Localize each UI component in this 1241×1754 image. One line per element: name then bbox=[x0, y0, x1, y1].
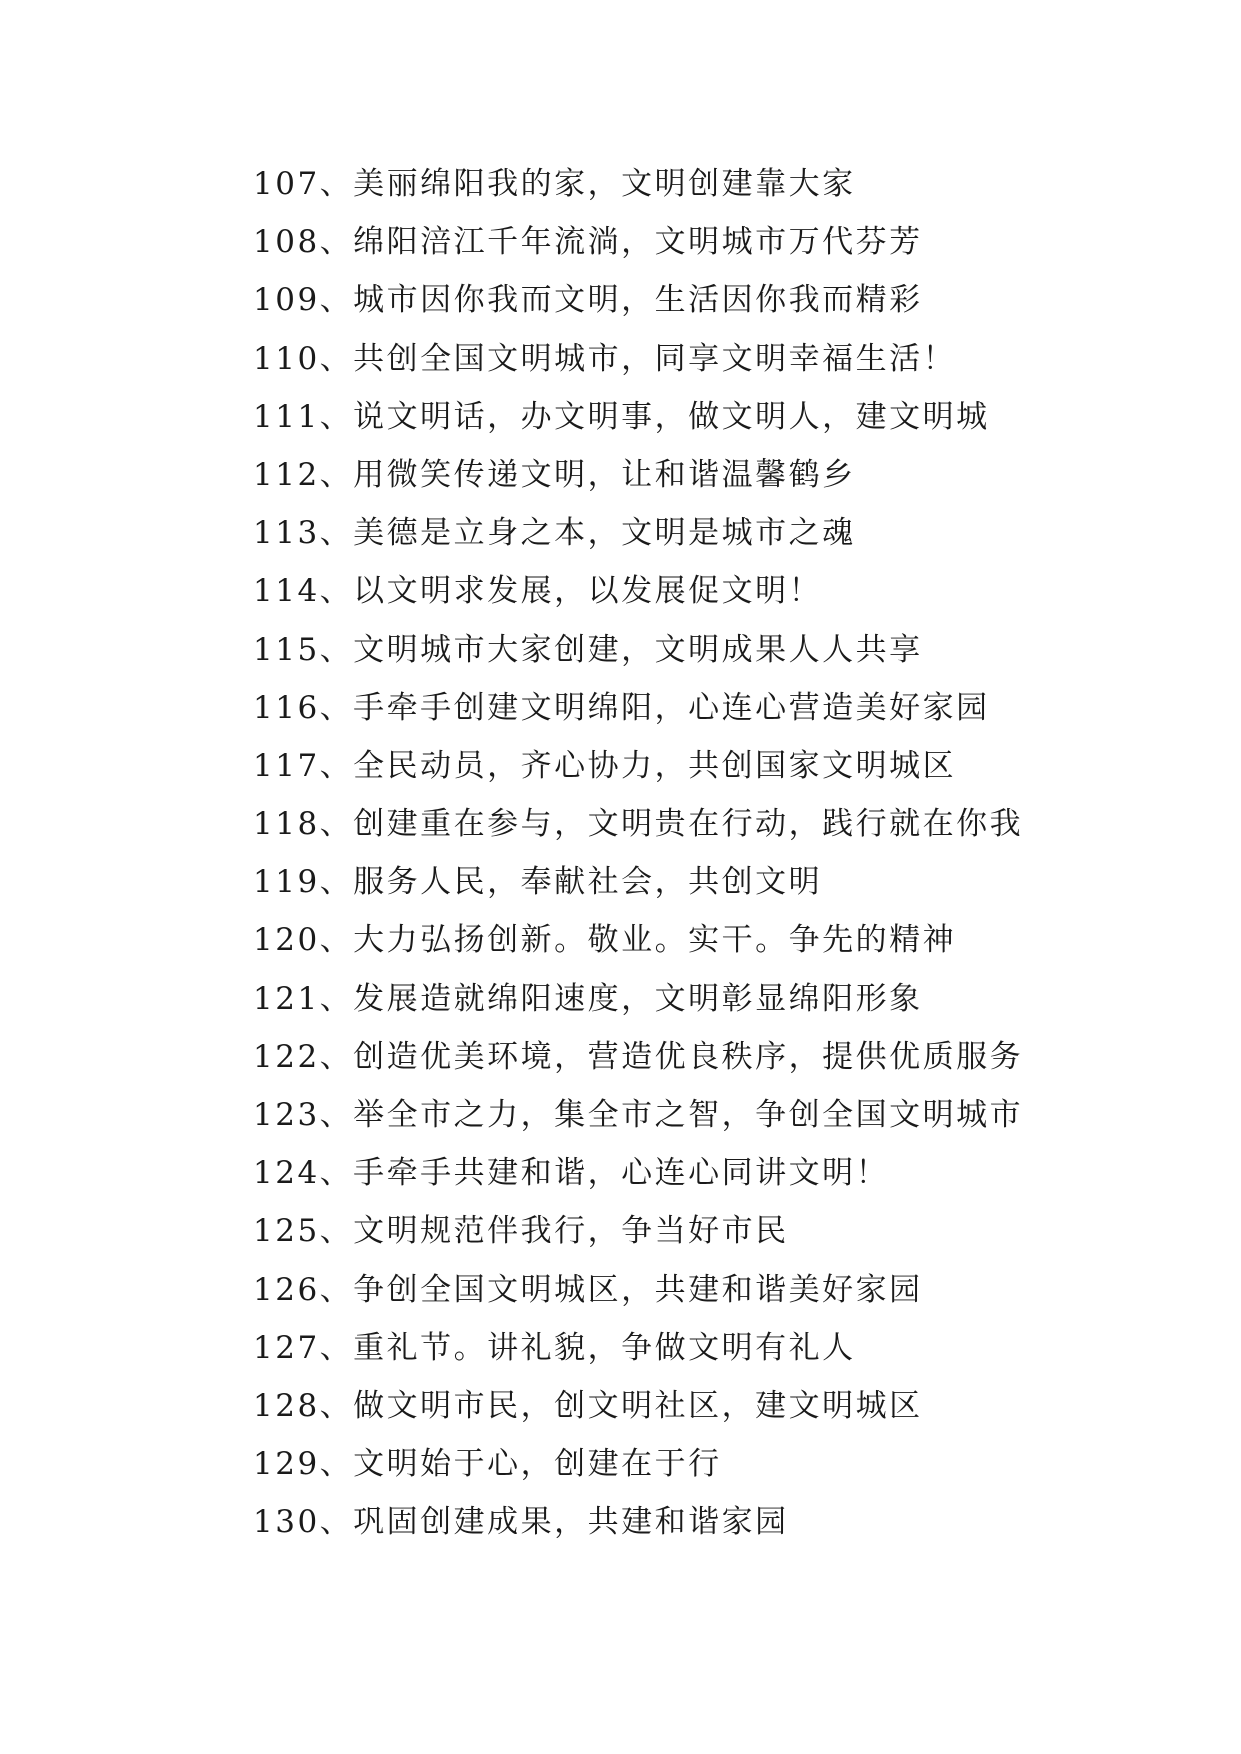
slogan-item: 112、用微笑传递文明，让和谐温馨鹤乡 bbox=[253, 456, 856, 493]
slogan-list bbox=[253, 155, 1023, 1552]
slogan-item: 124、手牵手共建和谐，心连心同讲文明！ bbox=[253, 1155, 890, 1192]
slogan-item: 129、文明始于心，创建在于行 bbox=[253, 1446, 722, 1483]
slogan-item: 122、创造优美环境，营造优良秩序，提供优质服务 bbox=[253, 1038, 1024, 1075]
slogan-item: 128、做文明市民，创文明社区，建文明城区 bbox=[253, 1387, 923, 1424]
slogan-item: 123、举全市之力，集全市之智，争创全国文明城市 bbox=[253, 1097, 1024, 1133]
slogan-item: 114、以文明求发展，以发展促文明！ bbox=[253, 573, 823, 610]
slogan-item: 119、服务人民，奉献社会，共创文明 bbox=[253, 864, 823, 901]
slogan-item: 126、争创全国文明城区，共建和谐美好家园 bbox=[253, 1271, 923, 1308]
slogan-item: 121、发展造就绵阳速度，文明彰显绵阳形象 bbox=[253, 980, 923, 1017]
slogan-item: 110、共创全国文明城市，同享文明幸福生活！ bbox=[253, 340, 957, 377]
slogan-item: 120、大力弘扬创新。敬业。实干。争先的精神 bbox=[253, 922, 957, 959]
slogan-item: 115、文明城市大家创建，文明成果人人共享 bbox=[253, 631, 923, 668]
slogan-item: 125、文明规范伴我行，争当好市民 bbox=[253, 1213, 789, 1250]
slogan-item: 118、创建重在参与，文明贵在行动，践行就在你我 bbox=[253, 806, 1024, 843]
slogan-item: 108、绵阳涪江千年流淌，文明城市万代芬芳 bbox=[253, 224, 923, 261]
slogan-item: 116、手牵手创建文明绵阳，心连心营造美好家园 bbox=[253, 689, 990, 726]
slogan-item: 113、美德是立身之本，文明是城市之魂 bbox=[253, 515, 856, 552]
slogan-item: 127、重礼节。讲礼貌，争做文明有礼人 bbox=[253, 1329, 856, 1366]
slogan-item: 109、城市因你我而文明，生活因你我而精彩 bbox=[253, 282, 923, 319]
slogan-item: 130、巩固创建成果，共建和谐家园 bbox=[253, 1504, 789, 1541]
slogan-item: 117、全民动员，齐心协力，共创国家文明城区 bbox=[253, 747, 957, 784]
slogan-item: 111、说文明话，办文明事，做文明人，建文明城 bbox=[253, 398, 990, 435]
slogan-item: 107、美丽绵阳我的家，文明创建靠大家 bbox=[253, 166, 856, 202]
